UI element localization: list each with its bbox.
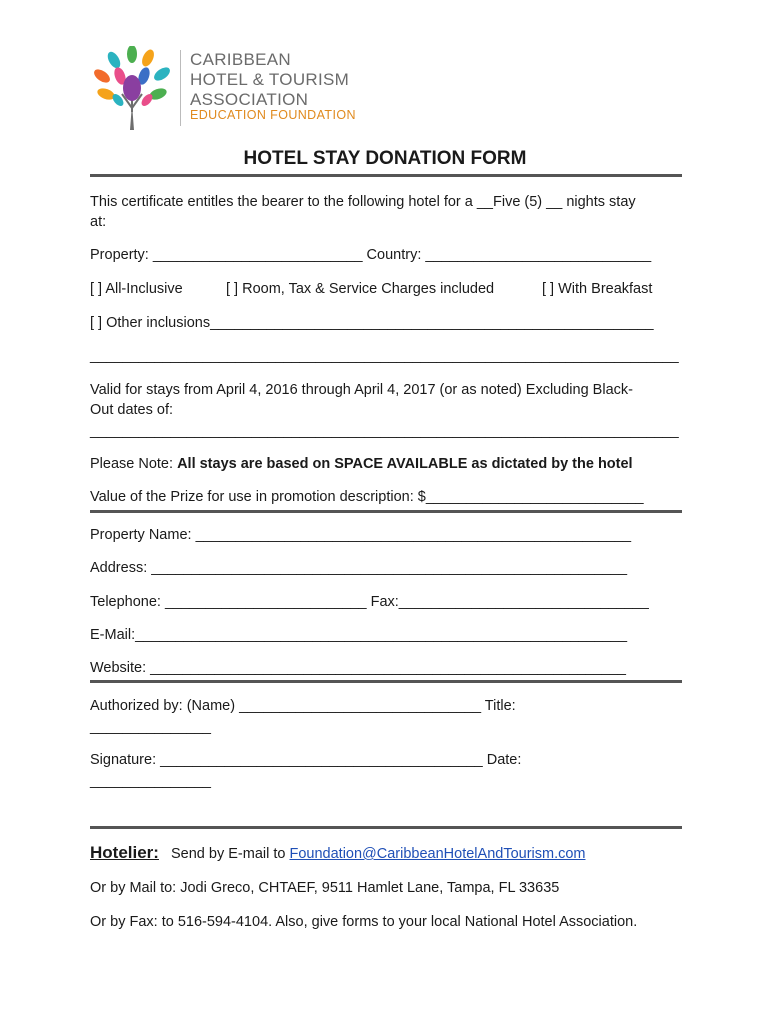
email-link[interactable]: Foundation@CaribbeanHotelAndTourism.com (289, 846, 586, 862)
fax-line: Or by Fax: to 516-594-4104. Also, give forms to your local National Hotel Association. (90, 914, 638, 930)
logo-line-1: CARIBBEAN (190, 50, 291, 69)
email-field[interactable]: E-Mail:_____________________________________________________________ (90, 627, 628, 643)
note-label: Please Note: (90, 456, 178, 472)
other-inclusions-field[interactable]: [ ] Other inclusions_______________________________________________________ (90, 315, 654, 331)
property-country-field[interactable]: Property: __________________________ Country: ____________________________ (90, 247, 652, 263)
please-note (90, 455, 633, 473)
signature-field[interactable]: Signature: ________________________________________ Date: (90, 752, 522, 768)
valid-line-1: Valid for stays from April 4, 2016 through April 4, 2017 (or as noted) Excluding Black- (90, 382, 633, 398)
all-inclusive-checkbox[interactable]: [ ] All-Inclusive (90, 281, 183, 297)
breakfast-checkbox[interactable]: [ ] With Breakfast (542, 281, 653, 297)
logo-line-2: HOTEL & TOURISM (190, 70, 350, 89)
title-divider (90, 174, 682, 177)
valid-line-2: Out dates of: (90, 402, 174, 418)
other-inclusions-blank[interactable]: _________________________________________________________________________ (90, 348, 679, 364)
logo-divider (180, 50, 181, 126)
blackout-blank[interactable]: _________________________________________________________________________ (90, 423, 679, 439)
website-field[interactable]: Website: ___________________________________________________________ (90, 660, 626, 676)
send-text: Send by E-mail to (171, 846, 290, 862)
logo-line-3: ASSOCIATION (190, 90, 309, 109)
section-divider-1 (90, 510, 682, 513)
signature-date-blank[interactable]: _______________ (90, 773, 211, 789)
telephone-fax-field[interactable]: Telephone: _________________________ Fax:_______________________________ (90, 594, 649, 610)
authorized-title-blank[interactable]: _______________ (90, 719, 211, 735)
note-bold: All stays are based on SPACE AVAILABLE as dictated by the hotel (177, 456, 633, 472)
hotelier-line (90, 844, 586, 863)
intro-line-2: at: (90, 214, 107, 230)
address-field[interactable]: Address: ___________________________________________________________ (90, 560, 628, 576)
logo (92, 46, 172, 130)
form-title: HOTEL STAY DONATION FORM (243, 148, 527, 169)
room-tax-checkbox[interactable]: [ ] Room, Tax & Service Charges included (226, 281, 495, 297)
footer-divider (90, 826, 682, 829)
prize-value-field[interactable]: Value of the Prize for use in promotion description: $___________________________ (90, 489, 644, 505)
property-name-field[interactable]: Property Name: ______________________________________________________ (90, 527, 632, 543)
hotelier-label: Hotelier: (90, 843, 159, 862)
section-divider-2 (90, 680, 682, 683)
logo-line-4: EDUCATION FOUNDATION (190, 108, 356, 122)
intro-line-1: This certificate entitles the bearer to the following hotel for a __Five (5) __ nights stay (90, 194, 636, 210)
mail-line: Or by Mail to: Jodi Greco, CHTAEF, 9511 Hamlet Lane, Tampa, FL 33635 (90, 880, 560, 896)
authorized-field[interactable]: Authorized by: (Name) ______________________________ Title: (90, 698, 516, 714)
tree-icon (92, 46, 172, 130)
